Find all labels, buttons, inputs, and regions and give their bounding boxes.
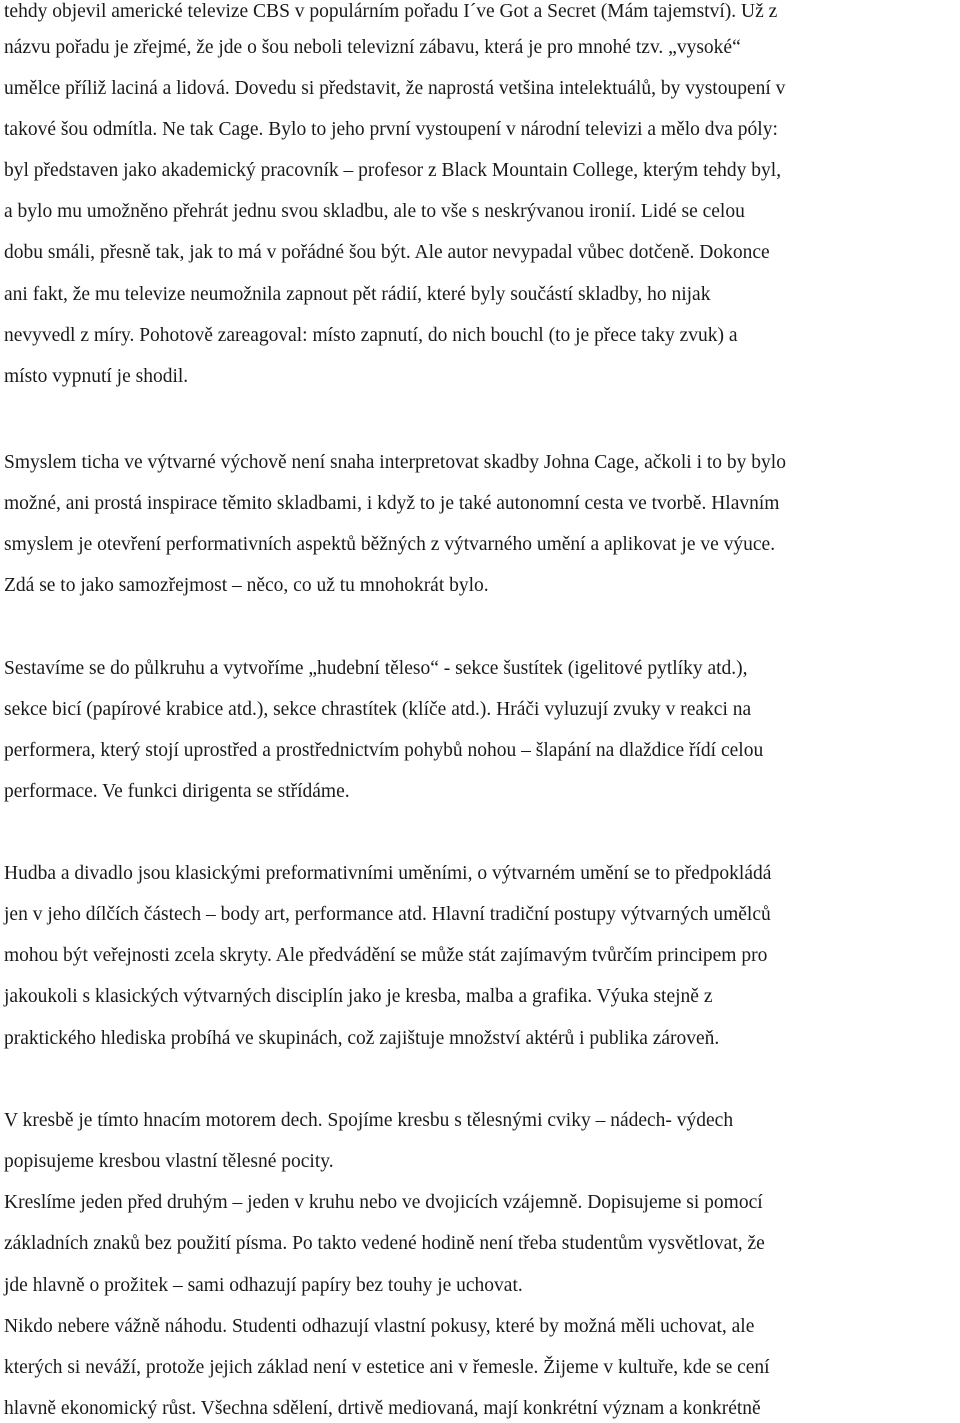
text-line: Kreslíme jeden před druhým – jeden v kruhu nebo ve dvojicích vzájemně. Dopisujeme si pomocí: [4, 1192, 763, 1213]
text-line: místo vypnutí je shodil.: [4, 366, 189, 387]
text-line: názvu pořadu je zřejmé, že jde o šou neboli televizní zábavu, která je pro mnohé tzv. „vysoké“: [4, 37, 741, 58]
text-line: tehdy objevil americké televize CBS v populárním pořadu I´ve Got a Secret (Mám tajemství). Už z: [4, 1, 778, 22]
text-line: možné, ani prostá inspirace těmito skladbami, i když to je také autonomní cesta ve tvorbě. Hlavním: [4, 493, 780, 514]
text-line: mohou být veřejnosti zcela skryty. Ale předvádění se může stát zajímavým tvůrčím principem pro: [4, 945, 768, 966]
text-line: Nikdo nebere vážně náhodu. Studenti odhazují vlastní pokusy, které by možná měli uchovat, ale: [4, 1316, 755, 1337]
text-line: performera, který stojí uprostřed a prostřednictvím pohybů nohou – šlapání na dlaždice řídí celou: [4, 740, 764, 761]
text-line: Zdá se to jako samozřejmost – něco, co už tu mnohokrát bylo.: [4, 575, 489, 596]
text-line: sekce bicí (papírové krabice atd.), sekce chrastítek (klíče atd.). Hráči vyluzují zvuky v reakci na: [4, 699, 752, 720]
text-line: popisujeme kresbou vlastní tělesné pocity.: [4, 1151, 334, 1172]
text-line: smyslem je otevření performativních aspektů běžných z výtvarného umění a aplikovat je ve výuce.: [4, 534, 776, 555]
text-line: nevyvedl z míry. Pohotově zareagoval: místo zapnutí, do nich bouchl (to je přece taky zvuk) a: [4, 325, 738, 346]
text-line: jen v jeho dílčích částech – body art, performance atd. Hlavní tradiční postupy výtvarných umělců: [4, 904, 771, 925]
text-line: kterých si neváží, protože jejich základ není v estetice ani v řemesle. Žijeme v kultuře, kde se cení: [4, 1357, 770, 1378]
text-line: Smyslem ticha ve výtvarné výchově není snaha interpretovat skadby Johna Cage, ačkoli i to by bylo: [4, 452, 786, 473]
text-line: ani fakt, že mu televize neumožnila zapnout pět rádií, které byly součástí skladby, ho nijak: [4, 284, 711, 305]
text-line: byl představen jako akademický pracovník – profesor z Black Mountain College, kterým tehdy byl,: [4, 160, 782, 181]
text-line: Sestavíme se do půlkruhu a vytvoříme „hudební těleso“ - sekce šustítek (igelitové pytlíky atd.),: [4, 658, 748, 679]
text-line: performace. Ve funkci dirigenta se střídáme.: [4, 781, 350, 802]
text-line: V kresbě je tímto hnacím motorem dech. Spojíme kresbu s tělesnými cviky – nádech- výdech: [4, 1110, 734, 1131]
text-line: a bylo mu umožněno přehrát jednu svou skladbu, ale to vše s neskrývanou ironií. Lidé se celou: [4, 201, 745, 222]
text-line: takové šou odmítla. Ne tak Cage. Bylo to jeho první vystoupení v národní televizi a mělo dva póly:: [4, 119, 778, 140]
text-line: základních znaků bez použití písma. Po takto vedené hodině není třeba studentům vysvětlovat, že: [4, 1233, 765, 1254]
text-line: praktického hlediska probíhá ve skupinách, což zajištuje množství aktérů i publika zároveň.: [4, 1028, 720, 1049]
text-line: dobu smáli, přesně tak, jak to má v pořádné šou být. Ale autor nevypadal vůbec dotčeně. Dokonce: [4, 242, 770, 263]
text-line: hlavně ekonomický růst. Všechna sdělení, drtivě medіovaná, mají konkrétní význam a konkrétně: [4, 1398, 761, 1419]
text-line: Hudba a divadlo jsou klasickými preformativními uměními, o výtvarném umění se to předpokládá: [4, 863, 772, 884]
text-line: umělce příliž laciná a lidová. Dovedu si představit, že naprostá vetšina intelektuálů, by vystoupení v: [4, 78, 786, 99]
text-line: jakoukoli s klasických výtvarných disciplín jako je kresba, malba a grafika. Výuka stejně z: [4, 986, 713, 1007]
text-line: jde hlavně o prožitek – sami odhazují papíry bez touhy je uchovat.: [4, 1275, 523, 1296]
